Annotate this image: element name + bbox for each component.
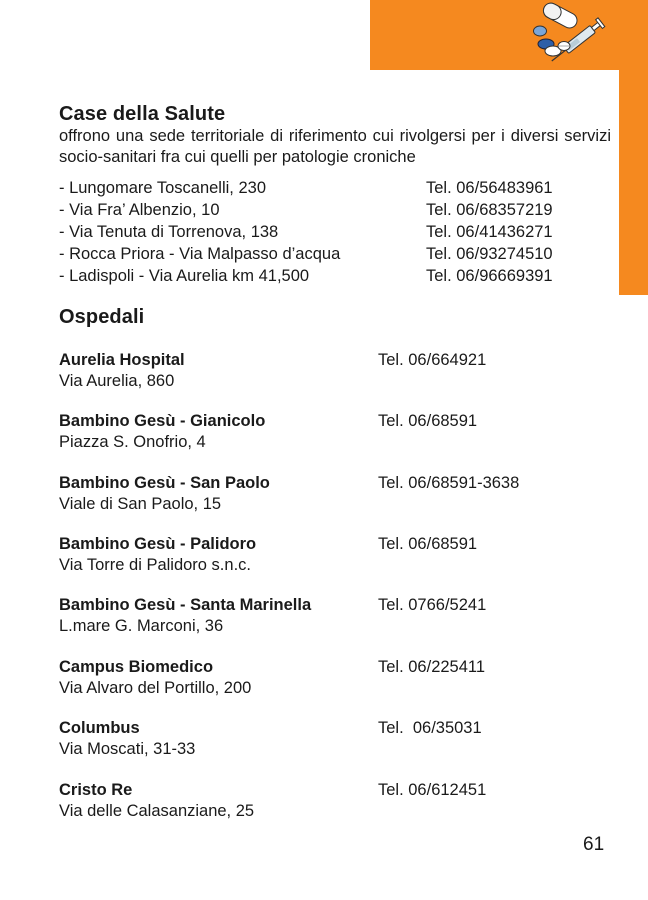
hospital-entry	[59, 349, 579, 393]
hospital-address: Piazza S. Onofrio, 4	[59, 433, 206, 451]
hospital-name: Bambino Gesù - Santa Marinella	[59, 596, 312, 614]
case-address: - Via Fra’ Albenzio, 10	[59, 201, 220, 219]
hospital-phone: Tel. 06/68591	[378, 412, 478, 430]
page-number: 61	[583, 834, 605, 855]
hospital-name: Cristo Re	[59, 781, 133, 799]
list-item	[59, 265, 589, 287]
hospital-address: Via Alvaro del Portillo, 200	[59, 679, 252, 697]
hospital-entry	[59, 717, 579, 761]
hospital-address: Viale di San Paolo, 15	[59, 495, 222, 513]
hospital-address: Via Torre di Palidoro s.n.c.	[59, 556, 251, 574]
case-salute-intro: offrono una sede territoriale di riferimento cui rivolgersi per i diversi servizi socio-sanitari fra cui quelli per patologie croniche	[59, 127, 611, 166]
case-phone: Tel. 06/41436271	[426, 223, 553, 241]
list-item	[59, 221, 589, 243]
hospital-name: Aurelia Hospital	[59, 351, 185, 369]
list-item	[59, 177, 589, 199]
hospital-entry	[59, 779, 579, 823]
hospital-phone: Tel. 0766/5241	[378, 596, 487, 614]
case-address: - Lungomare Toscanelli, 230	[59, 179, 266, 197]
list-item	[59, 243, 589, 265]
pills-syringe-icon	[526, 2, 610, 68]
hospital-phone: Tel. 06/612451	[378, 781, 487, 799]
case-address: - Via Tenuta di Torrenova, 138	[59, 223, 279, 241]
hospital-name: Bambino Gesù - Palidoro	[59, 535, 257, 553]
hospital-name: Columbus	[59, 719, 140, 737]
case-phone: Tel. 06/56483961	[426, 179, 553, 197]
orange-side-strip	[619, 70, 648, 295]
hospital-name: Campus Biomedico	[59, 658, 214, 676]
case-salute-title: Case della Salute	[59, 103, 226, 125]
ospedali-title: Ospedali	[59, 306, 145, 328]
hospital-name: Bambino Gesù - Gianicolo	[59, 412, 266, 430]
hospital-phone: Tel. 06/35031	[378, 719, 482, 737]
case-phone: Tel. 06/93274510	[426, 245, 553, 263]
hospital-phone: Tel. 06/664921	[378, 351, 487, 369]
hospital-phone: Tel. 06/68591	[378, 535, 478, 553]
hospital-entry	[59, 656, 579, 700]
hospital-entry	[59, 594, 579, 638]
case-address: - Ladispoli - Via Aurelia km 41,500	[59, 267, 310, 285]
hospital-address: Via delle Calasanziane, 25	[59, 802, 255, 820]
hospital-address: Via Moscati, 31-33	[59, 740, 196, 758]
hospital-name: Bambino Gesù - San Paolo	[59, 474, 270, 492]
hospital-entry	[59, 410, 579, 454]
case-phone: Tel. 06/96669391	[426, 267, 553, 285]
list-item	[59, 199, 589, 221]
hospital-phone: Tel. 06/68591-3638	[378, 474, 520, 492]
hospital-phone: Tel. 06/225411	[378, 658, 486, 676]
case-address: - Rocca Priora - Via Malpasso d’acqua	[59, 245, 341, 263]
hospital-address: L.mare G. Marconi, 36	[59, 617, 224, 635]
hospital-entry	[59, 533, 579, 577]
hospital-address: Via Aurelia, 860	[59, 372, 175, 390]
case-phone: Tel. 06/68357219	[426, 201, 553, 219]
hospital-entry	[59, 472, 579, 516]
